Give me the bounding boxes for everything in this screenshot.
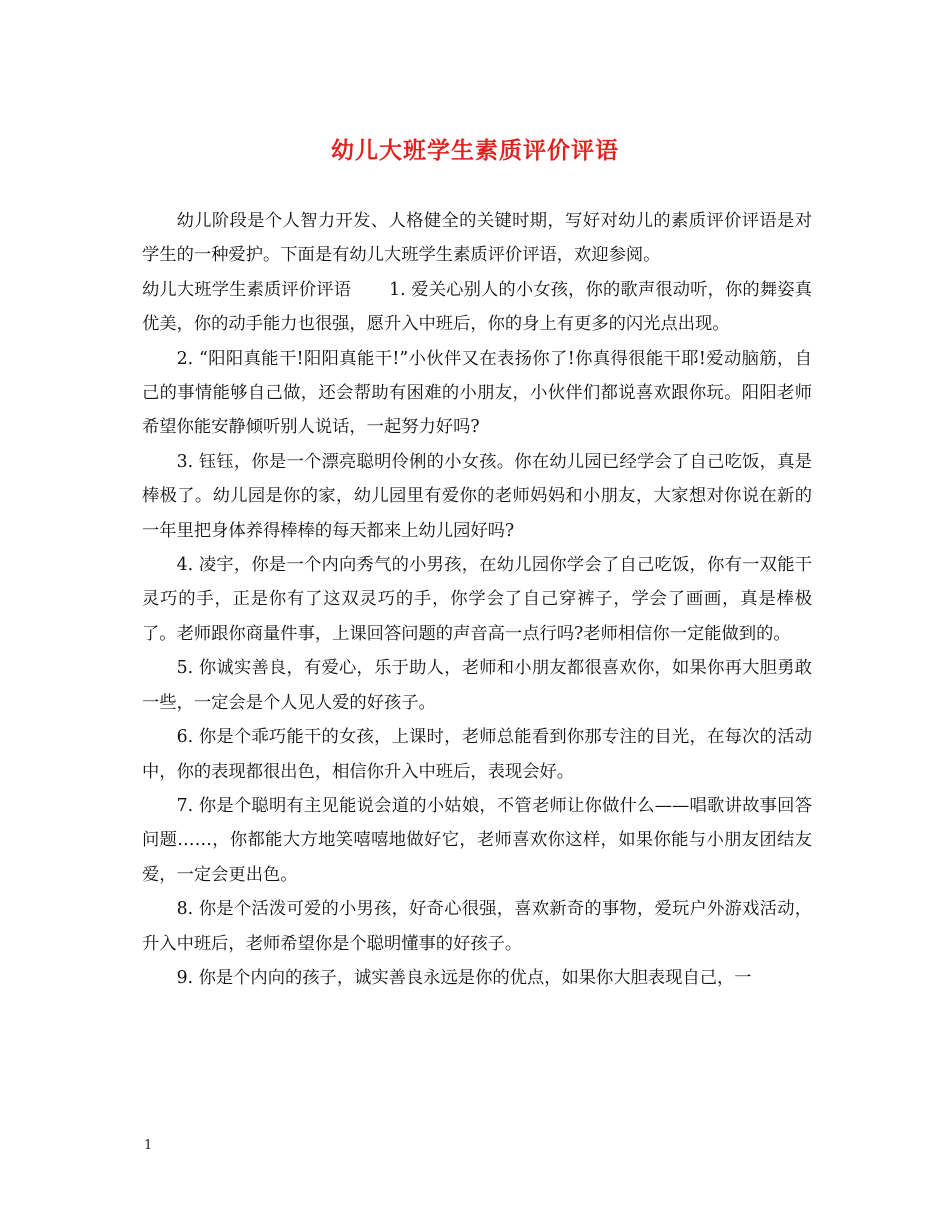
item-6: 6. 你是个乖巧能干的女孩，上课时，老师总能看到你那专注的目光，在每次的活动中，你的表现都很出色，相信你升入中班后，表现会好。 xyxy=(142,727,812,782)
item-2: 2. “阳阳真能干!阳阳真能干!”小伙伴又在表扬你了!你真得很能干耶!爱动脑筋，自己的事情能够自己做，还会帮助有困难的小朋友，小伙伴们都说喜欢跟你玩。阳阳老师希望你能安静倾听别人说话，一起努力好吗? xyxy=(142,348,812,438)
item-7: 7. 你是个聪明有主见能说会道的小姑娘，不管老师让你做什么——唱歌讲故事回答问题……，你都能大方地笑嘻嘻地做好它，老师喜欢你这样，如果你能与小朋友团结友爱，一定会更出色。 xyxy=(142,795,812,885)
document-title: 幼儿大班学生素质评价评语 xyxy=(331,137,619,164)
item-5: 5. 你诚实善良，有爱心，乐于助人，老师和小朋友都很喜欢你，如果你再大胆勇敢一些，一定会是个人见人爱的好孩子。 xyxy=(142,658,812,713)
document-body xyxy=(142,204,812,995)
first-item-paragraph xyxy=(142,273,812,342)
item-9: 9. 你是个内向的孩子，诚实善良永远是你的优点，如果你大胆表现自己，一 xyxy=(176,967,752,988)
page-number: 1 xyxy=(144,1138,153,1153)
item-8: 8. 你是个活泼可爱的小男孩，好奇心很强，喜欢新奇的事物，爱玩户外游戏活动，升入中班后，老师希望你是个聪明懂事的好孩子。 xyxy=(142,899,812,954)
item-4: 4. 凌宇，你是一个内向秀气的小男孩，在幼儿园你学会了自己吃饭，你有一双能干灵巧的手，正是你有了这双灵巧的手，你学会了自己穿裤子，学会了画画，真是棒极了。老师跟你商量件事，上课回答问题的声音高一点行吗?老师相信你一定能做到的。 xyxy=(142,555,812,644)
section-heading: 幼儿大班学生素质评价评语 xyxy=(142,279,352,300)
intro-paragraph: 幼儿阶段是个人智力开发、人格健全的关键时期，写好对幼儿的素质评价评语是对学生的一种爱护。下面是有幼儿大班学生素质评价评语，欢迎参阅。 xyxy=(142,211,812,266)
item-1: 1. 爱关心别人的小女孩，你的歌声很动听，你的舞姿真优美，你的动手能力也很强，愿升入中班后，你的身上有更多的闪光点出现。 xyxy=(142,279,812,335)
item-3: 3. 钰钰，你是一个漂亮聪明伶俐的小女孩。你在幼儿园已经学会了自己吃饭，真是棒极了。幼儿园是你的家，幼儿园里有爱你的老师妈妈和小朋友，大家想对你说在新的一年里把身体养得棒棒的每天都来上幼儿园好吗? xyxy=(142,451,812,541)
